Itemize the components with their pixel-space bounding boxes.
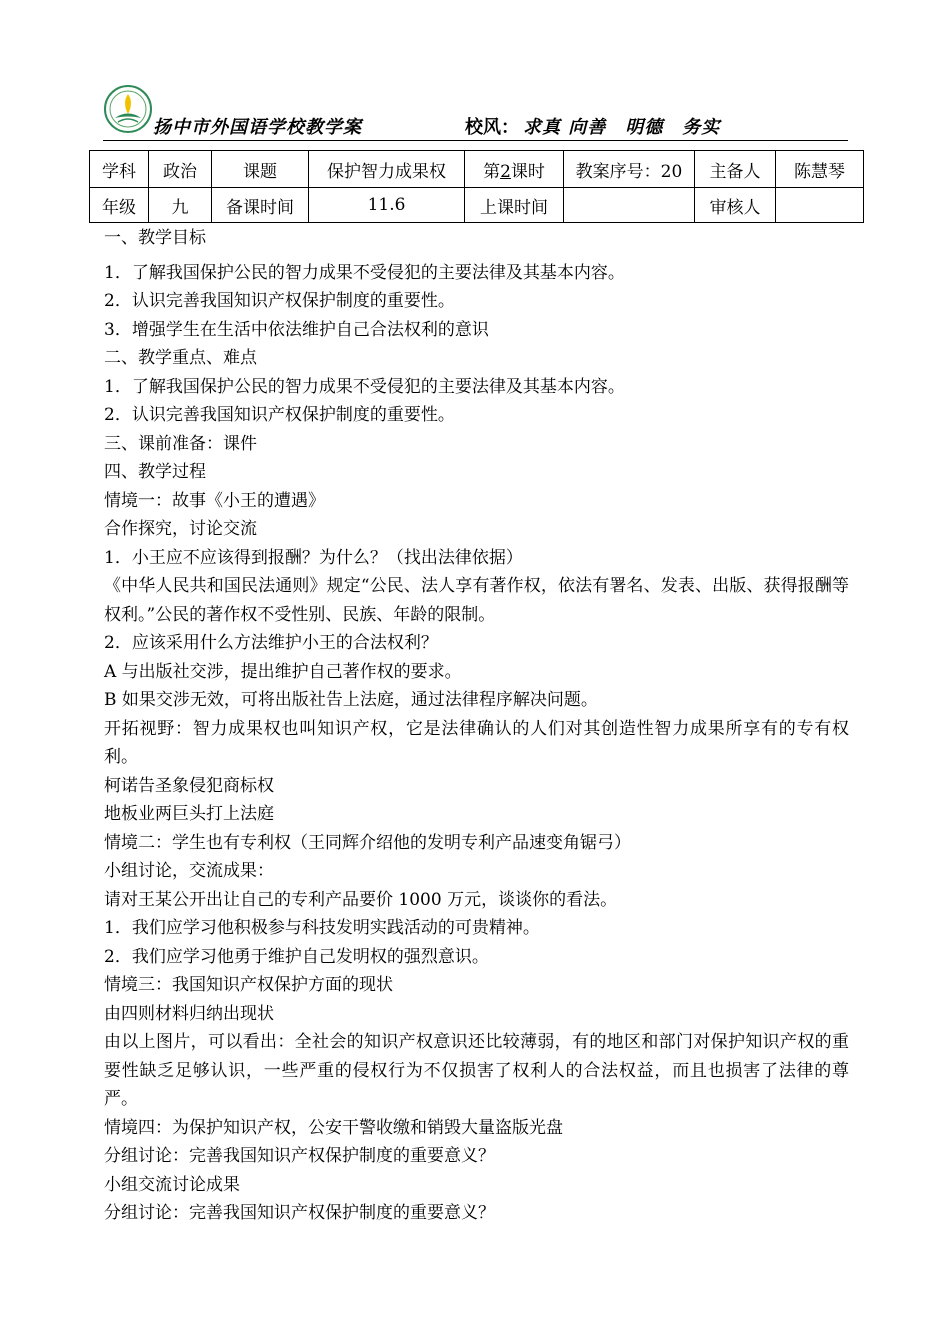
paragraph: 2．应该采用什么方法维护小王的合法权利？ bbox=[104, 633, 438, 653]
grade-label: 年级 bbox=[90, 188, 149, 223]
paragraph: 1．了解我国保护公民的智力成果不受侵犯的主要法律及其基本内容。 bbox=[104, 376, 625, 397]
paragraph: 开拓视野：智力成果权也叫知识产权，它是法律确认的人们对其创造性智力成果所享有的专有权利。 bbox=[104, 718, 849, 767]
motto-label: 校风： bbox=[465, 117, 519, 138]
period-suffix: 课时 bbox=[510, 161, 545, 182]
paragraph: 《中华人民共和国民法通则》规定“公民、法人享有著作权，依法有署名、发表、出版、获得报酬等权利。”公民的著作权不受性别、民族、年龄的限制。 bbox=[104, 576, 849, 625]
period-prefix: 第 bbox=[483, 161, 501, 182]
reviewer-value bbox=[776, 188, 864, 223]
paragraph: 1．了解我国保护公民的智力成果不受侵犯的主要法律及其基本内容。 bbox=[104, 262, 625, 283]
lesson-info-table bbox=[89, 150, 864, 223]
paragraph: 情境一：故事《小王的遭遇》 bbox=[104, 490, 325, 511]
paragraph: B 如果交涉无效，可将出版社告上法庭，通过法律程序解决问题。 bbox=[104, 690, 598, 710]
grade-value: 九 bbox=[149, 188, 212, 223]
paragraph: 分组讨论：完善我国知识产权保护制度的重要意义？ bbox=[104, 1146, 495, 1166]
section-heading-preparation: 三、课前准备：课件 bbox=[104, 433, 257, 454]
paragraph: 由四则材料归纳出现状 bbox=[104, 1003, 274, 1024]
paragraph: 情境三：我国知识产权保护方面的现状 bbox=[104, 975, 393, 995]
serial-number: 教案序号：20 bbox=[564, 151, 695, 188]
paragraph: 1．我们应学习他积极参与科技发明实践活动的可贵精神。 bbox=[104, 918, 540, 938]
paragraph: A 与出版社交涉，提出维护自己著作权的要求。 bbox=[104, 661, 462, 682]
table-row bbox=[90, 188, 864, 223]
paragraph: 地板业两巨头打上法庭 bbox=[104, 804, 274, 824]
paragraph: 柯诺告圣象侵犯商标权 bbox=[104, 775, 274, 796]
subject-value: 政治 bbox=[149, 151, 212, 188]
paragraph: 1．小王应不应该得到报酬？为什么？（找出法律依据） bbox=[104, 547, 523, 568]
reviewer-label: 审核人 bbox=[695, 188, 776, 223]
paragraph: 情境四：为保护知识产权，公安干警收缴和销毁大量盗版光盘 bbox=[104, 1117, 563, 1138]
preparer-label: 主备人 bbox=[695, 151, 776, 188]
class-time-label: 上课时间 bbox=[465, 188, 564, 223]
topic-value: 保护智力成果权 bbox=[309, 151, 465, 188]
lesson-content bbox=[104, 224, 849, 1228]
section-heading-key-points: 二、教学重点、难点 bbox=[104, 348, 257, 368]
class-time-value bbox=[564, 188, 695, 223]
section-heading-process: 四、教学过程 bbox=[104, 462, 206, 482]
paragraph: 合作探究，讨论交流 bbox=[104, 519, 257, 539]
paragraph: 2．认识完善我国知识产权保护制度的重要性。 bbox=[104, 291, 455, 311]
paragraph: 由以上图片，可以看出：全社会的知识产权意识还比较薄弱，有的地区和部门对保护知识产权的重要性缺乏足够认识，一些严重的侵权行为不仅损害了权利人的合法权益，而且也损害了法律的尊严。 bbox=[104, 1032, 849, 1109]
section-heading-objectives: 一、教学目标 bbox=[104, 228, 206, 248]
school-motto: 求真 向善 明德 务实 bbox=[523, 117, 721, 138]
period-cell bbox=[465, 151, 564, 188]
paragraph: 3．增强学生在生活中依法维护自己合法权利的意识 bbox=[104, 319, 489, 340]
table-row bbox=[90, 151, 864, 188]
prep-time-value: 11.6 bbox=[309, 188, 465, 223]
paragraph: 2．认识完善我国知识产权保护制度的重要性。 bbox=[104, 405, 455, 425]
period-number: 2 bbox=[500, 161, 511, 182]
paragraph: 情境二：学生也有专利权（王同辉介绍他的发明专利产品速变角锯弓） bbox=[104, 832, 631, 853]
preparer-value: 陈慧琴 bbox=[776, 151, 864, 188]
paragraph: 2．我们应学习他勇于维护自己发明权的强烈意识。 bbox=[104, 946, 489, 967]
prep-time-label: 备课时间 bbox=[212, 188, 309, 223]
document-header bbox=[103, 84, 848, 141]
paragraph: 请对王某公开出让自己的专利产品要价 1000 万元，谈谈你的看法。 bbox=[104, 889, 618, 910]
paragraph: 小组讨论，交流成果： bbox=[104, 861, 274, 881]
paragraph: 分组讨论：完善我国知识产权保护制度的重要意义？ bbox=[104, 1203, 495, 1223]
school-logo-icon bbox=[103, 84, 153, 134]
school-name: 扬中市外国语学校教学案 bbox=[153, 117, 362, 138]
subject-label: 学科 bbox=[90, 151, 149, 188]
paragraph: 小组交流讨论成果 bbox=[104, 1174, 240, 1195]
topic-label: 课题 bbox=[212, 151, 309, 188]
